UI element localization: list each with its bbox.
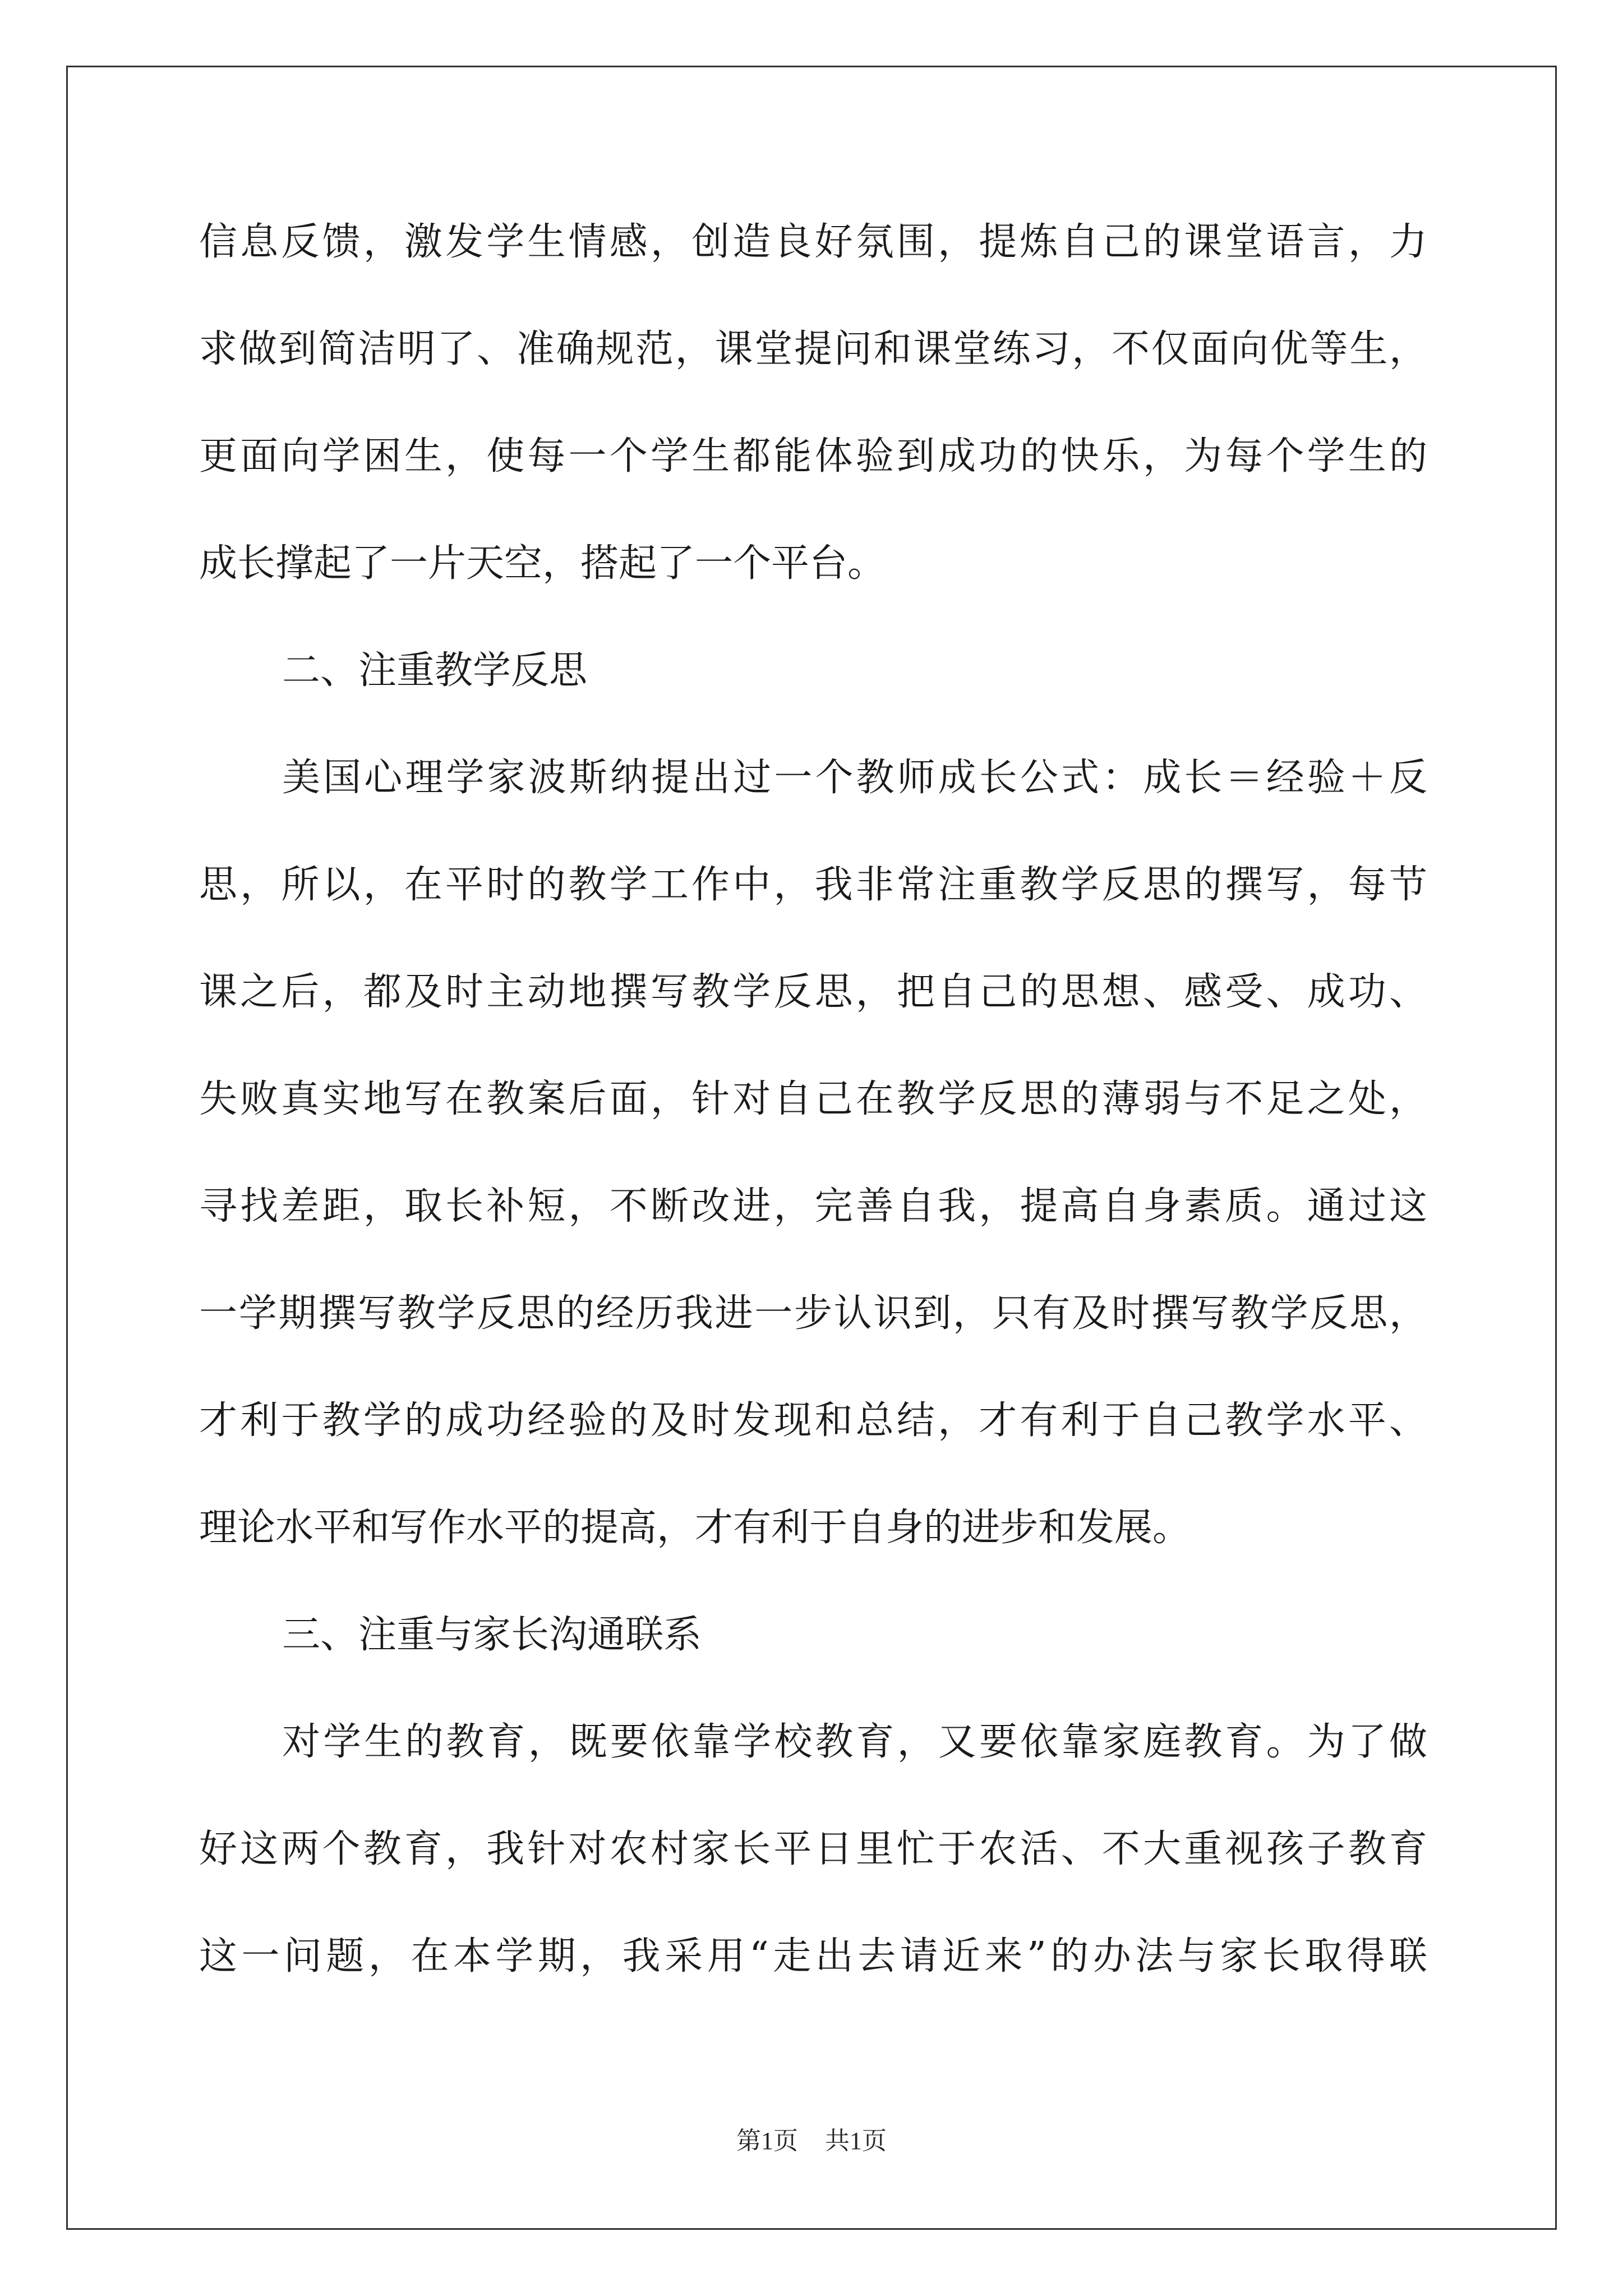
section-heading: 二、注重教学反思 [282, 648, 588, 693]
paragraph-line: 思，所以，在平时的教学工作中，我非常注重教学反思的撰写，每节 [199, 863, 1427, 907]
paragraph-line: 这一问题，在本学期，我采用“走出去请近来”的办法与家长取得联 [199, 1934, 1427, 1978]
paragraph-line: 才利于教学的成功经验的及时发现和总结，才有利于自己教学水平、 [199, 1398, 1427, 1443]
paragraph-line: 理论水平和写作水平的提高，才有利于自身的进步和发展。 [199, 1506, 1191, 1550]
page-total: 共1页 [825, 2127, 887, 2155]
paragraph-line: 美国心理学家波斯纳提出过一个教师成长公式：成长＝经验＋反 [282, 756, 1427, 800]
paragraph-line: 信息反馈，激发学生情感，创造良好氛围，提炼自己的课堂语言，力 [199, 220, 1427, 264]
paragraph-line: 更面向学困生，使每一个学生都能体验到成功的快乐，为每个学生的 [199, 434, 1427, 478]
page-border [66, 66, 1557, 2230]
page-footer [0, 2122, 1623, 2161]
paragraph-line: 成长撑起了一片天空，搭起了一个平台。 [199, 541, 886, 586]
page-number: 第1页 [736, 2127, 798, 2155]
paragraph-line: 求做到简洁明了、准确规范，课堂提问和课堂练习，不仅面向优等生， [199, 327, 1427, 371]
paragraph-line: 对学生的教育，既要依靠学校教育，又要依靠家庭教育。为了做 [282, 1720, 1427, 1764]
paragraph-line: 课之后，都及时主动地撰写教学反思，把自己的思想、感受、成功、 [199, 970, 1427, 1014]
paragraph-line: 失败真实地写在教案后面，针对自己在教学反思的薄弱与不足之处， [199, 1077, 1427, 1121]
section-heading: 三、注重与家长沟通联系 [282, 1613, 702, 1657]
paragraph-line: 好这两个教育，我针对农村家长平日里忙于农活、不大重视孩子教育 [199, 1827, 1427, 1871]
paragraph-line: 一学期撰写教学反思的经历我进一步认识到，只有及时撰写教学反思， [199, 1291, 1427, 1336]
paragraph-line: 寻找差距，取长补短，不断改进，完善自我，提高自身素质。通过这 [199, 1184, 1427, 1228]
